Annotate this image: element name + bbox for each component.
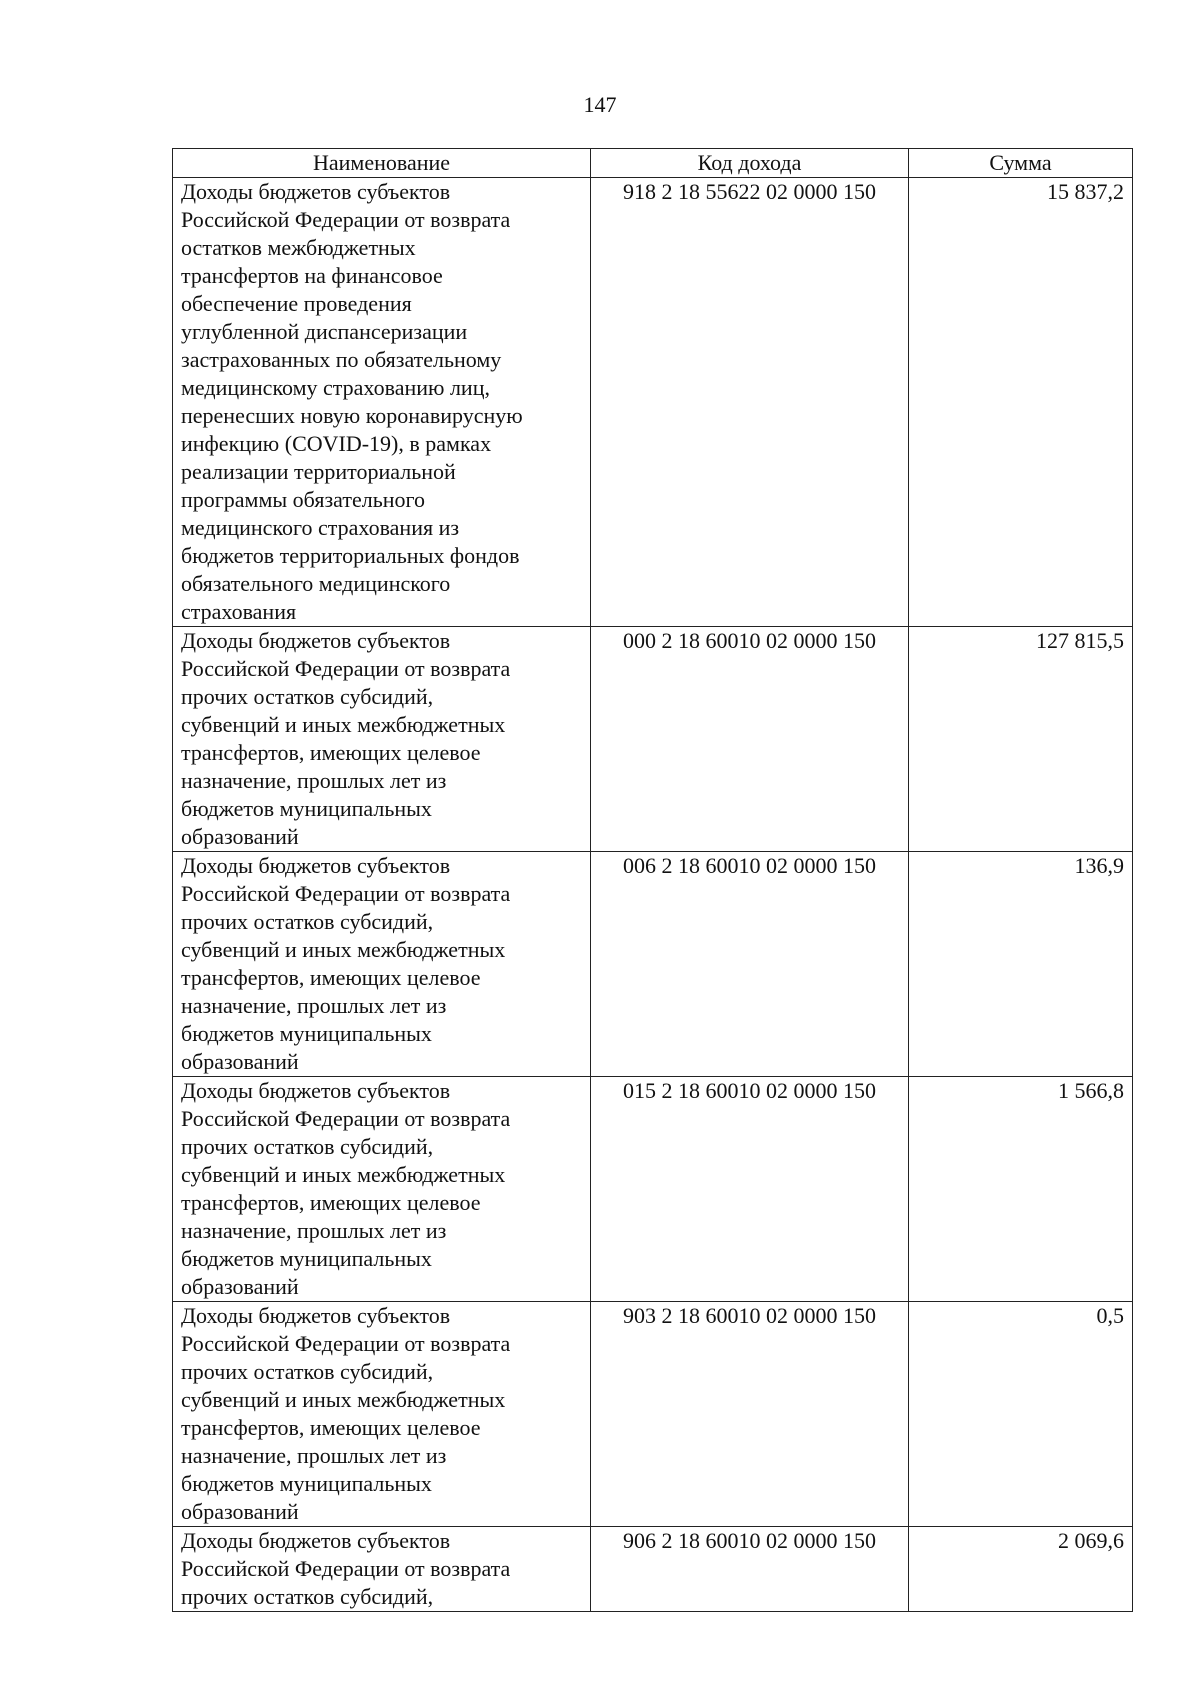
name-line: образований: [181, 1274, 299, 1299]
name-line: бюджетов муниципальных: [181, 1246, 432, 1271]
name-line: назначение, прошлых лет из: [181, 1218, 447, 1243]
name-line: Доходы бюджетов субъектов: [181, 853, 451, 878]
name-line: Доходы бюджетов субъектов: [181, 1078, 451, 1103]
table-body: [173, 178, 1133, 1612]
name-line: трансфертов, имеющих целевое: [181, 1190, 481, 1215]
name-line: субвенций и иных межбюджетных: [181, 1387, 506, 1412]
cell-sum: 127 815,5: [909, 627, 1133, 852]
name-line: прочих остатков субсидий,: [181, 1134, 434, 1159]
cell-sum: 15 837,2: [909, 178, 1133, 627]
name-line: медицинскому страхованию лиц,: [181, 375, 490, 400]
cell-code: 918 2 18 55622 02 0000 150: [591, 178, 909, 627]
name-line: Российской Федерации от возврата: [181, 1106, 511, 1131]
name-line: обязательного медицинского: [181, 571, 451, 596]
name-line: Российской Федерации от возврата: [181, 1556, 511, 1581]
name-line: страхования: [181, 599, 297, 624]
name-line: бюджетов муниципальных: [181, 1021, 432, 1046]
name-line: Российской Федерации от возврата: [181, 1331, 511, 1356]
name-line: назначение, прошлых лет из: [181, 1443, 447, 1468]
income-table: [172, 148, 1133, 1612]
name-line: субвенций и иных межбюджетных: [181, 1162, 506, 1187]
header-name: Наименование: [173, 149, 591, 178]
name-line: бюджетов муниципальных: [181, 1471, 432, 1496]
name-line: Доходы бюджетов субъектов: [181, 628, 451, 653]
name-line: назначение, прошлых лет из: [181, 768, 447, 793]
cell-code: 906 2 18 60010 02 0000 150: [591, 1527, 909, 1612]
cell-code: 015 2 18 60010 02 0000 150: [591, 1077, 909, 1302]
name-line: субвенций и иных межбюджетных: [181, 712, 506, 737]
name-line: Доходы бюджетов субъектов: [181, 1528, 451, 1553]
cell-name: [173, 627, 591, 852]
table-header: [173, 149, 1133, 178]
cell-name: [173, 852, 591, 1077]
name-line: бюджетов территориальных фондов: [181, 543, 520, 568]
name-line: прочих остатков субсидий,: [181, 1584, 434, 1609]
name-line: трансфертов на финансовое: [181, 263, 443, 288]
cell-code: 006 2 18 60010 02 0000 150: [591, 852, 909, 1077]
table-row: [173, 852, 1133, 1077]
cell-sum: 0,5: [909, 1302, 1133, 1527]
name-line: медицинского страхования из: [181, 515, 460, 540]
cell-sum: 136,9: [909, 852, 1133, 1077]
name-line: бюджетов муниципальных: [181, 796, 432, 821]
table-row: [173, 178, 1133, 627]
name-line: трансфертов, имеющих целевое: [181, 1415, 481, 1440]
name-line: образований: [181, 1049, 299, 1074]
name-line: обеспечение проведения: [181, 291, 412, 316]
cell-code: 000 2 18 60010 02 0000 150: [591, 627, 909, 852]
cell-name: [173, 1302, 591, 1527]
name-line: Доходы бюджетов субъектов: [181, 1303, 451, 1328]
header-code: Код дохода: [591, 149, 909, 178]
name-line: образований: [181, 824, 299, 849]
cell-sum: 1 566,8: [909, 1077, 1133, 1302]
name-line: Доходы бюджетов субъектов: [181, 179, 451, 204]
name-line: прочих остатков субсидий,: [181, 909, 434, 934]
table-row: [173, 627, 1133, 852]
cell-name: [173, 1527, 591, 1612]
table-row: [173, 1077, 1133, 1302]
page-number: 147: [583, 92, 617, 117]
name-line: остатков межбюджетных: [181, 235, 416, 260]
name-line: назначение, прошлых лет из: [181, 993, 447, 1018]
name-line: Российской Федерации от возврата: [181, 207, 511, 232]
table-row: [173, 1527, 1133, 1612]
cell-name: [173, 1077, 591, 1302]
cell-sum: 2 069,6: [909, 1527, 1133, 1612]
name-line: углубленной диспансеризации: [181, 319, 468, 344]
name-line: Российской Федерации от возврата: [181, 881, 511, 906]
name-line: прочих остатков субсидий,: [181, 1359, 434, 1384]
table-header-row: [173, 149, 1133, 178]
name-line: инфекцию (COVID-19), в рамках: [181, 431, 492, 456]
name-line: прочих остатков субсидий,: [181, 684, 434, 709]
name-line: застрахованных по обязательному: [181, 347, 502, 372]
cell-name: [173, 178, 591, 627]
name-line: реализации территориальной: [181, 459, 456, 484]
name-line: перенесших новую коронавирусную: [181, 403, 523, 428]
name-line: субвенций и иных межбюджетных: [181, 937, 506, 962]
name-line: трансфертов, имеющих целевое: [181, 740, 481, 765]
name-line: Российской Федерации от возврата: [181, 656, 511, 681]
cell-code: 903 2 18 60010 02 0000 150: [591, 1302, 909, 1527]
name-line: образований: [181, 1499, 299, 1524]
header-sum: Сумма: [909, 149, 1133, 178]
name-line: программы обязательного: [181, 487, 425, 512]
name-line: трансфертов, имеющих целевое: [181, 965, 481, 990]
table-row: [173, 1302, 1133, 1527]
